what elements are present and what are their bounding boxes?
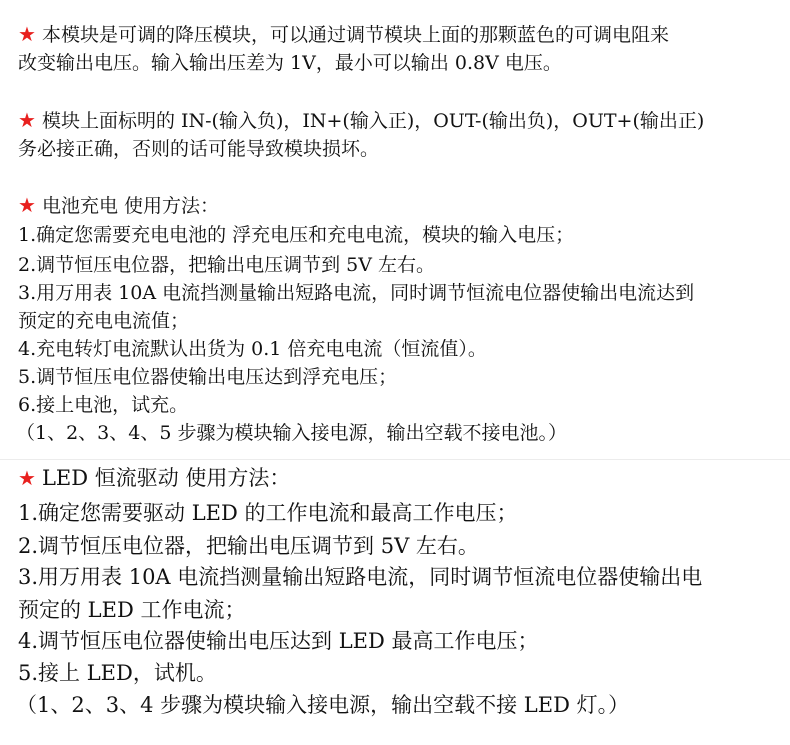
- led-step: 预定的 LED 工作电流；: [18, 598, 246, 622]
- battery-title-text: 电池充电 使用方法：: [41, 195, 219, 217]
- star-icon: ★: [18, 108, 36, 132]
- battery-step: 4.充电转灯电流默认出货为 0.1 倍充电电流（恒流值）。: [18, 338, 487, 360]
- warning-text-2: 务必接正确，否则的话可能导致模块损坏。: [18, 138, 380, 160]
- led-step: 5.接上 LED，试机。: [18, 661, 217, 685]
- intro-text-1: 本模块是可调的降压模块，可以通过调节模块上面的那颗蓝色的可调电阻来: [41, 24, 669, 46]
- battery-note: （1、2、3、4、5 步骤为模块输入接电源，输出空载不接电池。）: [16, 422, 567, 444]
- warning-line-1: [18, 108, 704, 133]
- star-icon: ★: [18, 193, 36, 217]
- led-step: 3.用万用表 10A 电流挡测量输出短路电流，同时调节恒流电位器使输出电: [18, 565, 703, 589]
- star-icon: ★: [18, 466, 36, 490]
- led-title: [18, 464, 290, 492]
- section-divider: [0, 459, 790, 460]
- star-icon: ★: [18, 22, 36, 46]
- battery-step: 6.接上电池，试充。: [18, 394, 189, 416]
- led-title-text: LED 恒流驱动 使用方法：: [41, 466, 291, 490]
- led-step: 1.确定您需要驱动 LED 的工作电流和最高工作电压；: [18, 501, 518, 525]
- intro-text-2: 改变输出电压。输入输出压差为 1V，最小可以输出 0.8V 电压。: [18, 52, 562, 74]
- battery-title: [18, 193, 219, 218]
- battery-step: 3.用万用表 10A 电流挡测量输出短路电流，同时调节恒流电位器使输出电流达到: [18, 282, 695, 304]
- led-step: 4.调节恒压电位器使输出电压达到 LED 最高工作电压；: [18, 629, 539, 653]
- battery-step: 1.确定您需要充电电池的 浮充电压和充电电流，模块的输入电压；: [18, 224, 575, 246]
- led-note: （1、2、3、4 步骤为模块输入接电源，输出空载不接 LED 灯。）: [16, 693, 630, 717]
- intro-line-1: [18, 22, 669, 47]
- battery-step: 5.调节恒压电位器使输出电压达到浮充电压；: [18, 366, 398, 388]
- battery-step: 2.调节恒压电位器，把输出电压调节到 5V 左右。: [18, 254, 436, 276]
- warning-text-1: 模块上面标明的 IN-(输入负)，IN+(输入正)，OUT-(输出负)，OUT+(输出正): [41, 110, 705, 132]
- battery-step: 预定的充电电流值；: [18, 310, 190, 332]
- led-step: 2.调节恒压电位器，把输出电压调节到 5V 左右。: [18, 534, 479, 558]
